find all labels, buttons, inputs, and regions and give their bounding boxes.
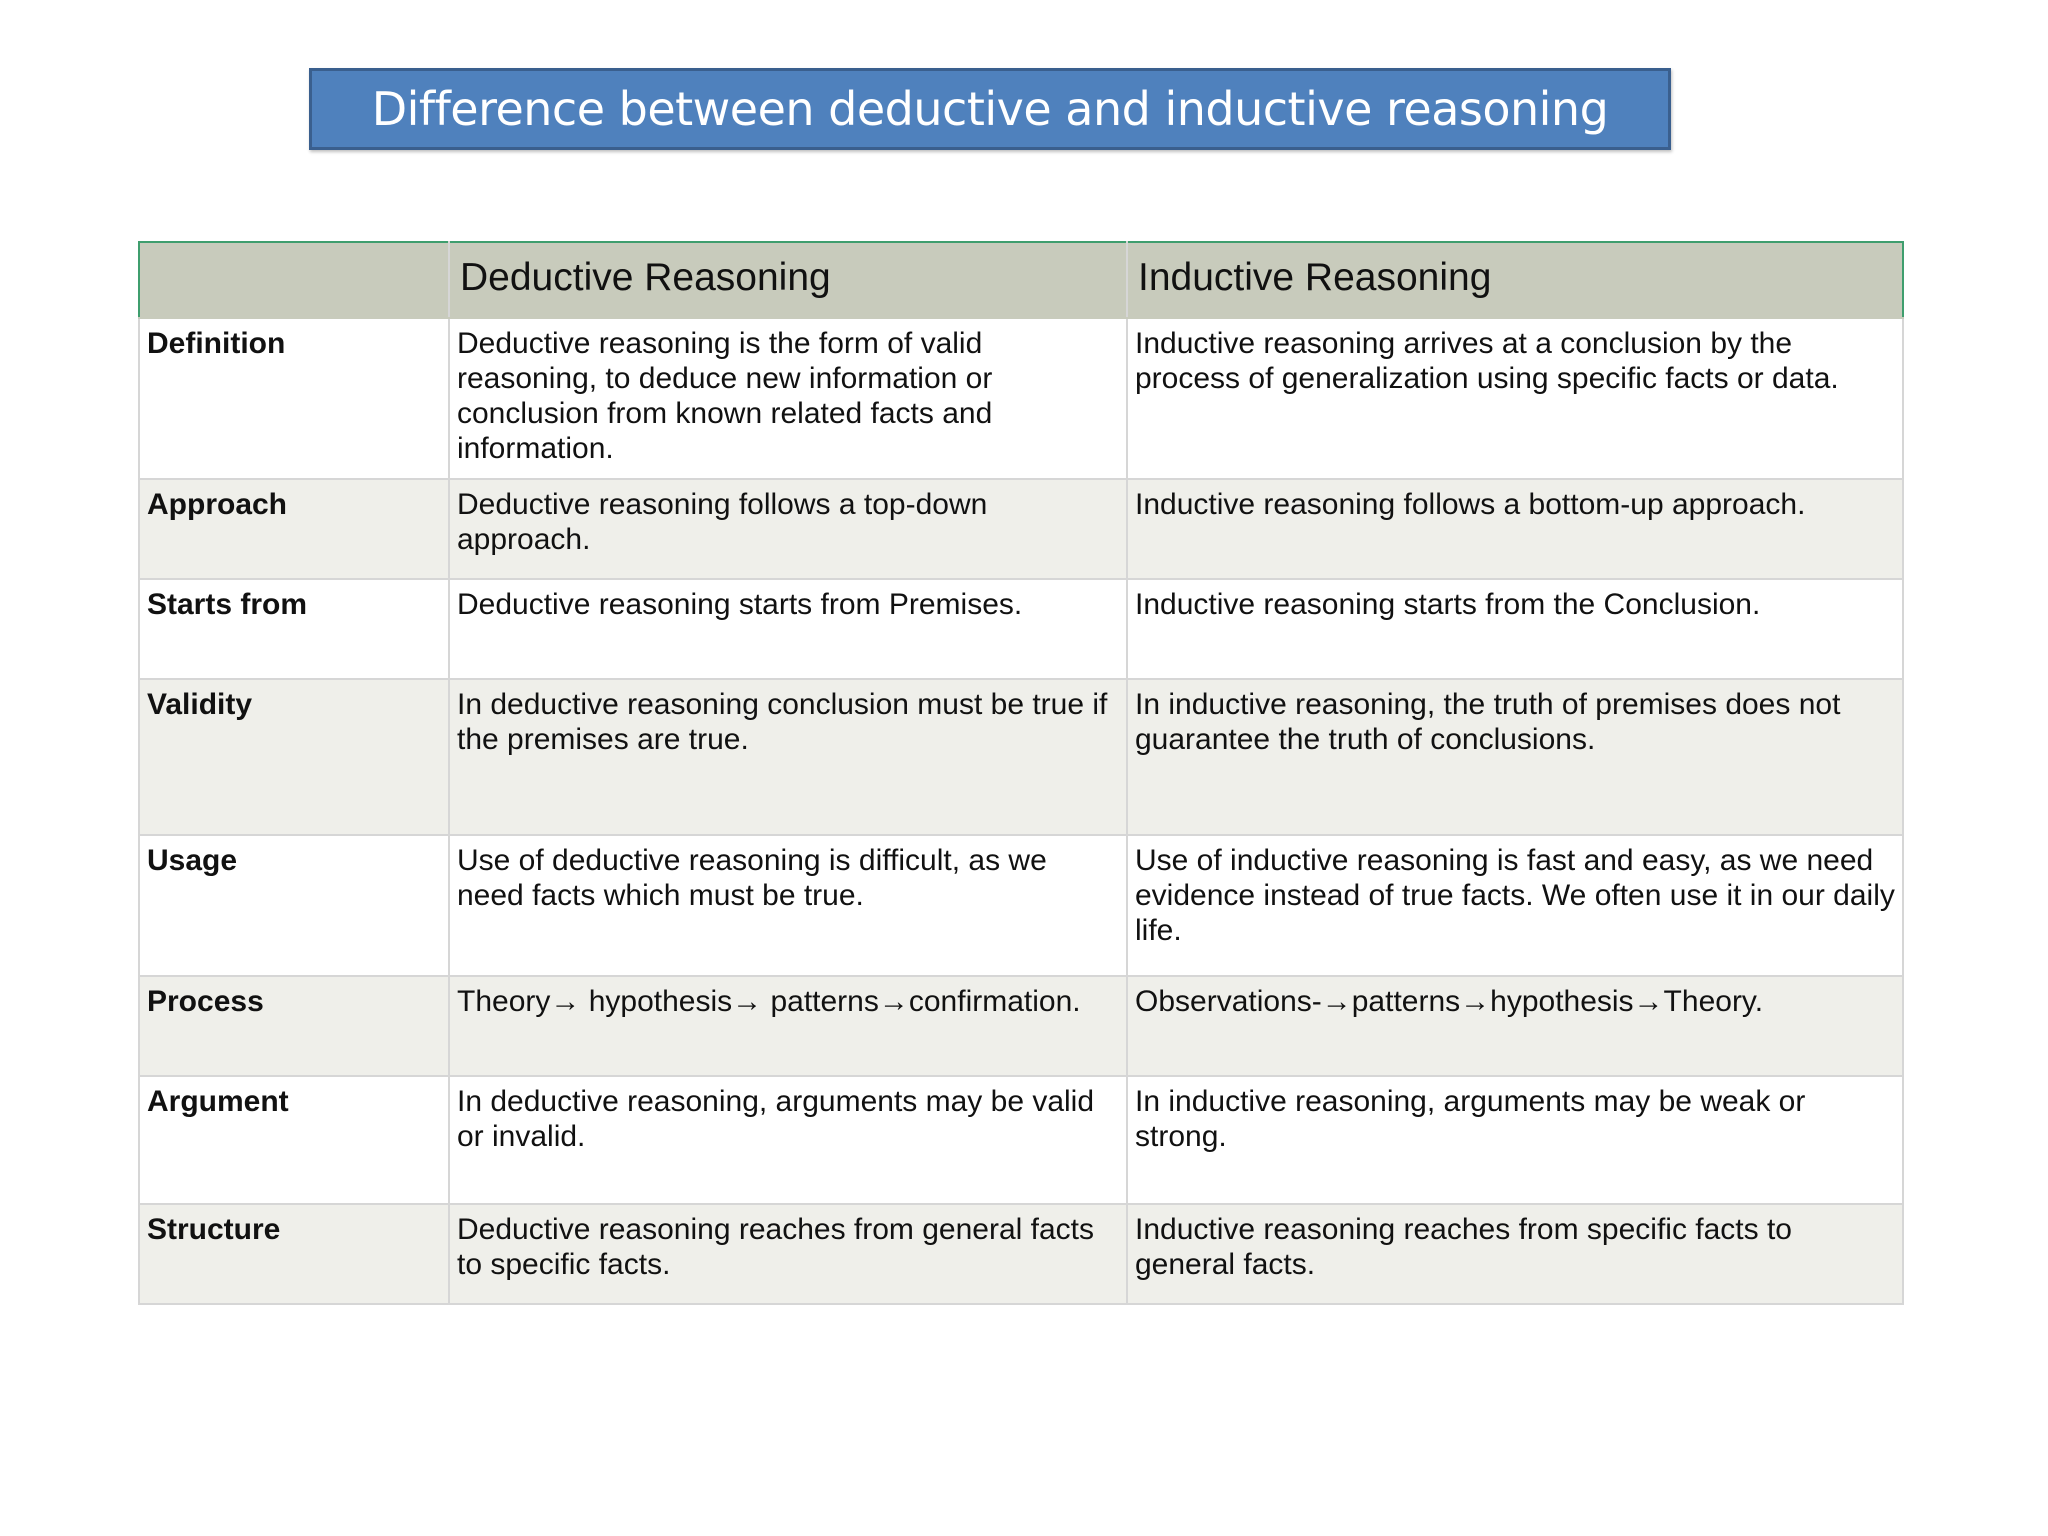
row-label: Argument	[139, 1076, 449, 1204]
table-row	[139, 579, 1903, 679]
deductive-cell: Deductive reasoning is the form of valid reasoning, to deduce new information or conclusion from known related facts and information.	[449, 318, 1127, 479]
inductive-cell: Inductive reasoning starts from the Conclusion.	[1127, 579, 1903, 679]
table-row	[139, 835, 1903, 976]
inductive-cell: Use of inductive reasoning is fast and easy, as we need evidence instead of true facts. We often use it in our daily life.	[1127, 835, 1903, 976]
table-row	[139, 318, 1903, 479]
table-row	[139, 679, 1903, 835]
row-label: Starts from	[139, 579, 449, 679]
inductive-cell: Inductive reasoning reaches from specific facts to general facts.	[1127, 1204, 1903, 1304]
inductive-cell: In inductive reasoning, arguments may be weak or strong.	[1127, 1076, 1903, 1204]
deductive-cell: In deductive reasoning conclusion must be true if the premises are true.	[449, 679, 1127, 835]
row-label: Approach	[139, 479, 449, 579]
row-label: Validity	[139, 679, 449, 835]
table-header-row	[139, 242, 1903, 318]
deductive-cell: Deductive reasoning reaches from general facts to specific facts.	[449, 1204, 1127, 1304]
table-row	[139, 1204, 1903, 1304]
inductive-cell: In inductive reasoning, the truth of premises does not guarantee the truth of conclusions.	[1127, 679, 1903, 835]
table-row	[139, 1076, 1903, 1204]
row-label: Structure	[139, 1204, 449, 1304]
row-label: Definition	[139, 318, 449, 479]
comparison-table	[138, 241, 1904, 1305]
deductive-cell: Deductive reasoning follows a top-down approach.	[449, 479, 1127, 579]
deductive-cell: In deductive reasoning, arguments may be valid or invalid.	[449, 1076, 1127, 1204]
row-label: Process	[139, 976, 449, 1076]
header-blank-cell	[139, 242, 449, 318]
inductive-cell: Inductive reasoning arrives at a conclusion by the process of generalization using specific facts or data.	[1127, 318, 1903, 479]
deductive-cell: Deductive reasoning starts from Premises.	[449, 579, 1127, 679]
deductive-cell: Theory→ hypothesis→ patterns→confirmation.	[449, 976, 1127, 1076]
table-row	[139, 479, 1903, 579]
slide-title-box	[309, 68, 1671, 150]
inductive-cell: Inductive reasoning follows a bottom-up approach.	[1127, 479, 1903, 579]
row-label: Usage	[139, 835, 449, 976]
header-deductive: Deductive Reasoning	[449, 242, 1127, 318]
slide-title: Difference between deductive and inductive reasoning	[371, 82, 1609, 136]
deductive-cell: Use of deductive reasoning is difficult, as we need facts which must be true.	[449, 835, 1127, 976]
table-row	[139, 976, 1903, 1076]
inductive-cell: Observations-→patterns→hypothesis→Theory.	[1127, 976, 1903, 1076]
header-inductive: Inductive Reasoning	[1127, 242, 1903, 318]
